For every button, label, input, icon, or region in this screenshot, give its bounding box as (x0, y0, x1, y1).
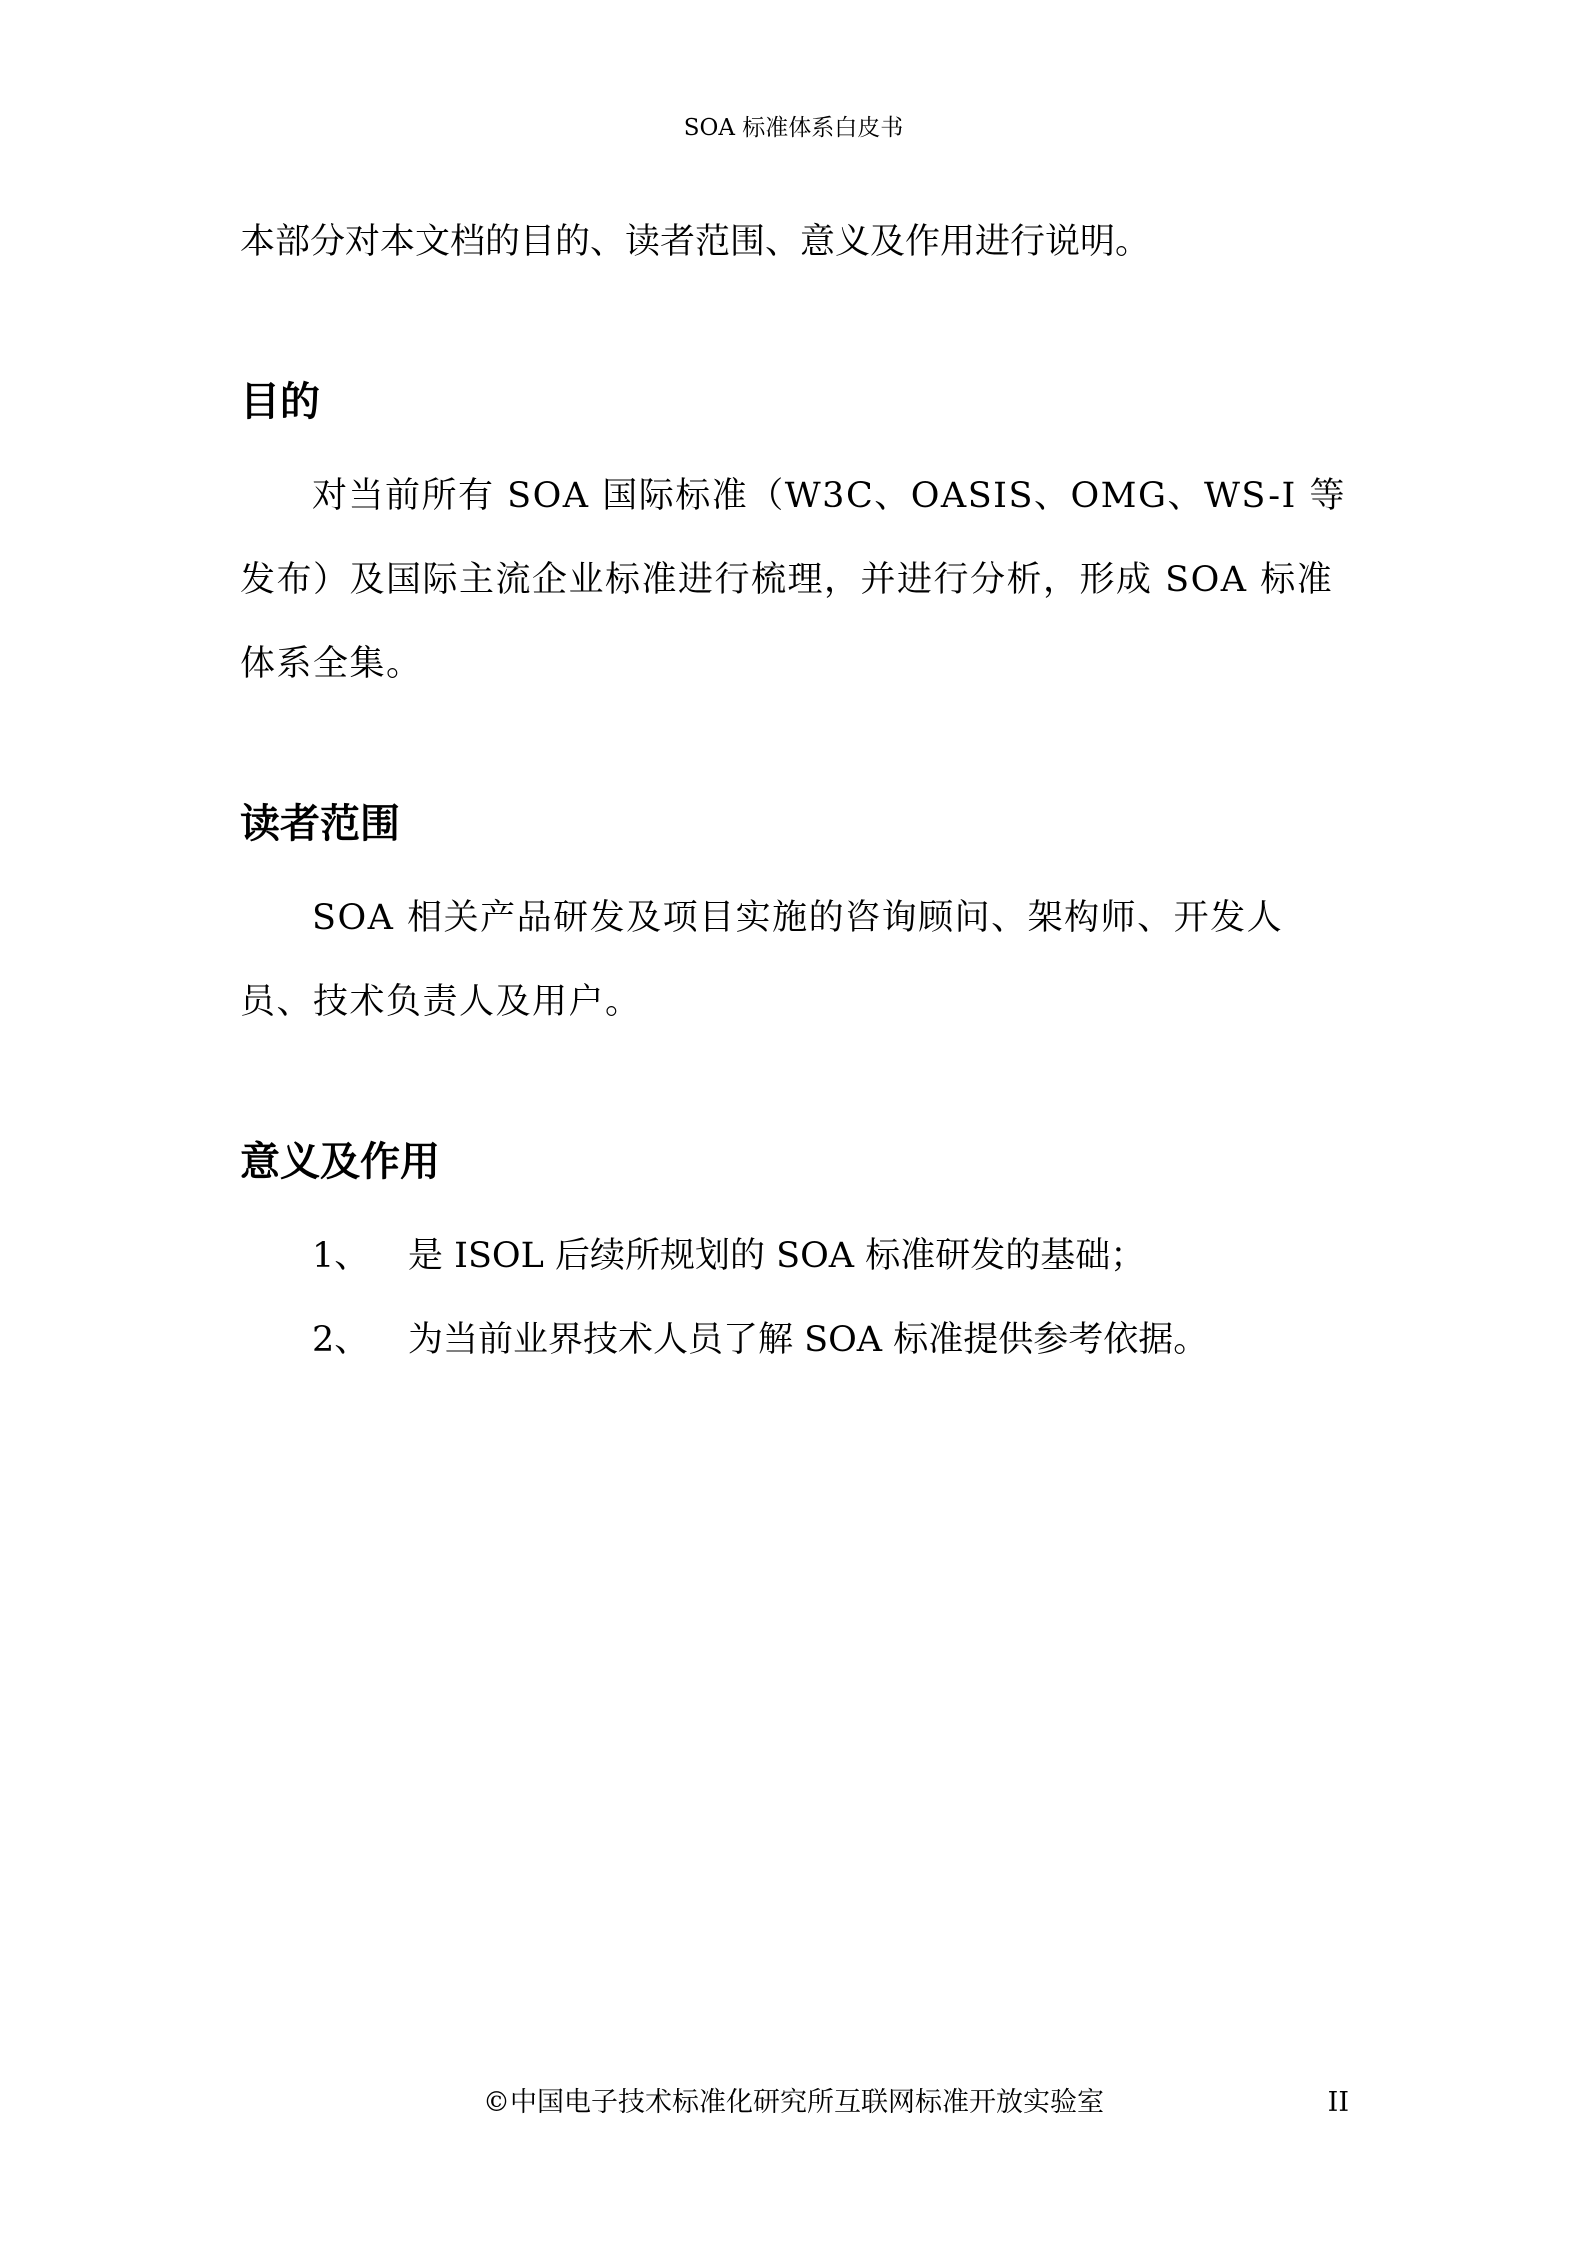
purpose-paragraph: 对当前所有 SOA 国际标准（W3C、OASIS、OMG、WS-I 等发布）及国际主流企业标准进行梳理，并进行分析，形成 SOA 标准体系全集。 (240, 476, 1346, 684)
list-item-text: 为当前业界技术人员了解 SOA 标准提供参考依据。 (408, 1320, 1209, 1360)
page-header (0, 112, 1587, 144)
section-title-significance: 意义及作用 (240, 1139, 440, 1185)
footer-copyright: ©中国电子技术标准化研究所互联网标准开放实验室 (483, 2087, 1104, 2118)
section-title-audience: 读者范围 (240, 801, 400, 847)
document-body (240, 200, 1355, 1382)
page-footer (0, 2085, 1587, 2121)
intro-paragraph: 本部分对本文档的目的、读者范围、意义及作用进行说明。 (240, 222, 1151, 262)
list-item (240, 1214, 1355, 1298)
list-item (240, 1298, 1355, 1382)
page-number: II (1327, 2087, 1349, 2118)
section-title-purpose: 目的 (240, 379, 320, 425)
audience-paragraph: SOA 相关产品研发及项目实施的咨询顾问、架构师、开发人员、技术负责人及用户。 (240, 898, 1284, 1022)
header-title: SOA 标准体系白皮书 (683, 115, 904, 141)
list-item-number: 2、 (312, 1320, 370, 1360)
list-item-text: 是 ISOL 后续所规划的 SOA 标准研发的基础； (408, 1236, 1146, 1276)
list-item-number: 1、 (312, 1236, 370, 1276)
